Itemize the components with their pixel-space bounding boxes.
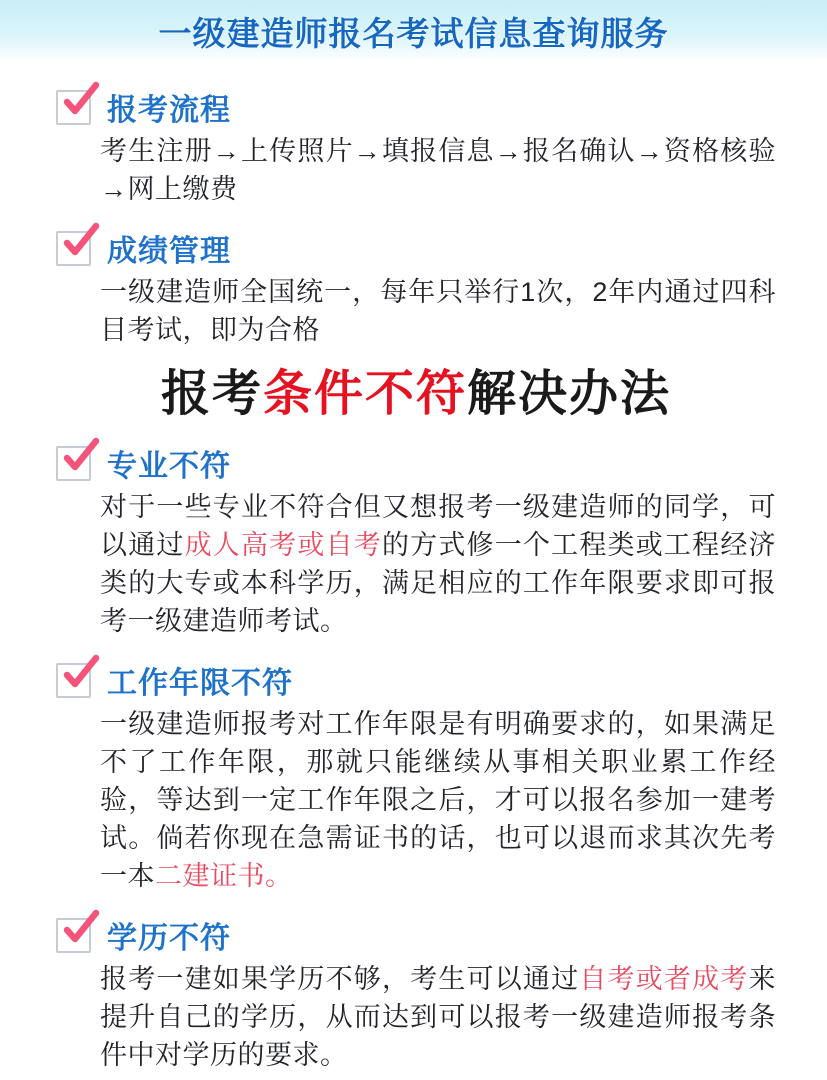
- section-header: [56, 445, 776, 481]
- section-registration-process: [56, 89, 776, 208]
- headline-part-black: 解决办法: [467, 367, 672, 421]
- section-body: [100, 960, 776, 1074]
- content-area: [0, 89, 827, 1074]
- body-text: 报考一建如果学历不够，考生可以通过: [100, 964, 580, 994]
- headline-part-red: 条件不符: [262, 367, 467, 421]
- section-header: [56, 662, 776, 698]
- checkbox-check-icon: [56, 231, 91, 266]
- checkbox-check-icon: [56, 663, 91, 698]
- section-header: [56, 230, 776, 266]
- checkbox-check-icon: [56, 90, 91, 125]
- body-text: 对于一些专业不符合但又想报考一级建造师的同学，可以通过: [100, 492, 776, 560]
- checkbox-check-icon: [56, 918, 91, 953]
- section-body: [100, 488, 776, 640]
- section-major-mismatch: [56, 445, 776, 640]
- section-title: 工作年限不符: [107, 667, 293, 700]
- checkbox-check-icon: [56, 446, 91, 481]
- body-text-accent: 成人高考或自考: [184, 530, 382, 560]
- section-work-years-mismatch: [56, 662, 776, 895]
- section-body: [100, 705, 776, 895]
- section-header: [56, 917, 776, 953]
- body-text: 的方式修一个工程类或工程经济类的大专或本科学历，满足相应的工作年限要求即可报考一级建造师考试。: [100, 530, 777, 636]
- section-title: 专业不符: [107, 450, 231, 483]
- body-text: 一级建造师报考对工作年限是有明确要求的，如果满足不了工作年限，那就只能继续从事相关职业累工作经验，等达到一定工作年限之后，才可以报名参加一建考试。倘若你现在急需证书的话，也可以退而求其次先考一本: [100, 709, 776, 891]
- section-education-mismatch: [56, 917, 776, 1074]
- section-title: 报考流程: [107, 94, 231, 127]
- page-title: 一级建造师报名考试信息查询服务: [158, 14, 669, 52]
- section-body: [100, 273, 776, 349]
- main-headline: [56, 365, 776, 423]
- section-title: 成绩管理: [107, 235, 231, 268]
- section-score-management: [56, 230, 776, 349]
- headline-part-black: 报考: [160, 367, 263, 421]
- body-text-accent: 二建证书。: [155, 861, 293, 891]
- body-text: 考生注册→上传照片→填报信息→报名确认→资格核验→网上缴费: [100, 136, 776, 204]
- section-body: [100, 132, 776, 208]
- body-text: 一级建造师全国统一，每年只举行1次，2年内通过四科目考试，即为合格: [100, 277, 776, 345]
- header-banner: [0, 0, 827, 62]
- section-title: 学历不符: [107, 922, 231, 955]
- body-text: 来提升自己的学历，从而达到可以报考一级建造师报考条件中对学历的要求。: [100, 964, 777, 1070]
- body-text-accent: 自考或者成考: [579, 964, 749, 994]
- section-header: [56, 89, 776, 125]
